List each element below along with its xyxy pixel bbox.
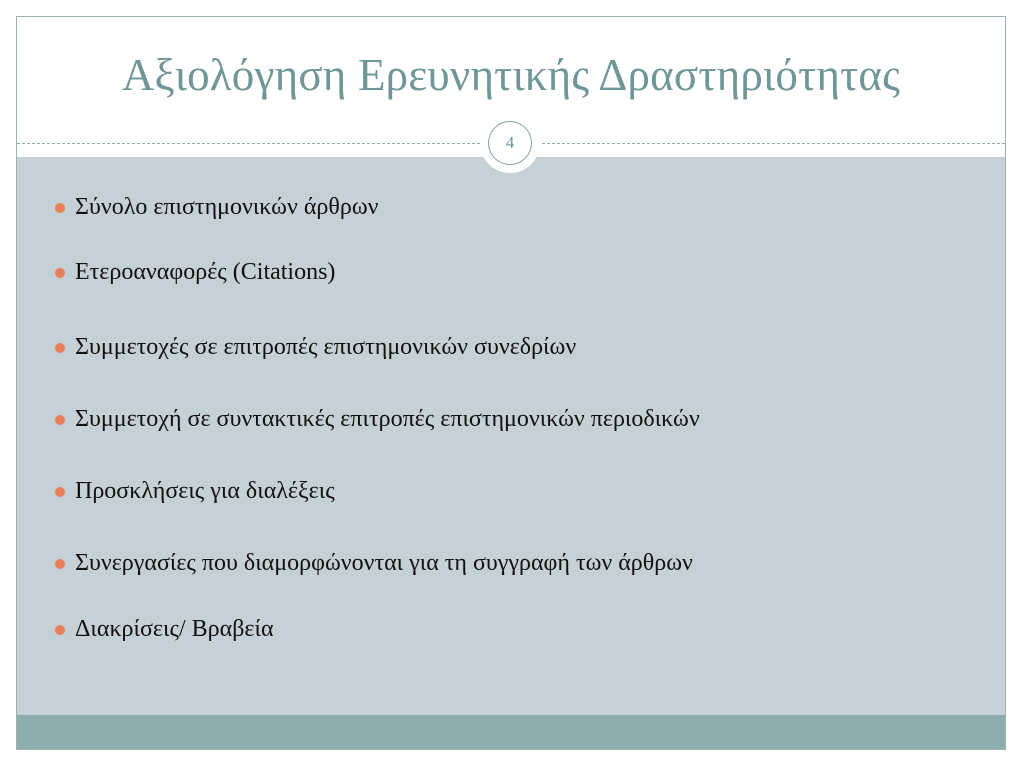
bullet-dot-icon — [55, 203, 65, 213]
footer-bar — [17, 715, 1005, 749]
bullet-text: Συμμετοχή σε συντακτικές επιτροπές επιστημονικών περιοδικών — [75, 406, 700, 432]
bullet-text: Προσκλήσεις για διαλέξεις — [75, 478, 335, 504]
slide — [16, 16, 1006, 750]
bullet-dot-icon — [55, 487, 65, 497]
bullet-text: Διακρίσεις/ Βραβεία — [75, 616, 274, 642]
bullet-dot-icon — [55, 625, 65, 635]
bullet-dot-icon — [55, 415, 65, 425]
bullet-text: Συνεργασίες που διαμορφώνονται για τη συγγραφή των άρθρων — [75, 550, 693, 576]
bullet-dot-icon — [55, 343, 65, 353]
bullet-text: Σύνολο επιστημονικών άρθρων — [75, 194, 379, 220]
bullet-dot-icon — [55, 268, 65, 278]
bullet-text: Συμμετοχές σε επιτροπές επιστημονικών συνεδρίων — [75, 334, 577, 360]
page-number: 4 — [488, 121, 532, 165]
bullet-text: Ετεροαναφορές (Citations) — [75, 259, 336, 285]
slide-title: Αξιολόγηση Ερευνητικής Δραστηριότητας — [121, 50, 901, 100]
bullet-dot-icon — [55, 559, 65, 569]
page-number-badge — [480, 113, 540, 173]
